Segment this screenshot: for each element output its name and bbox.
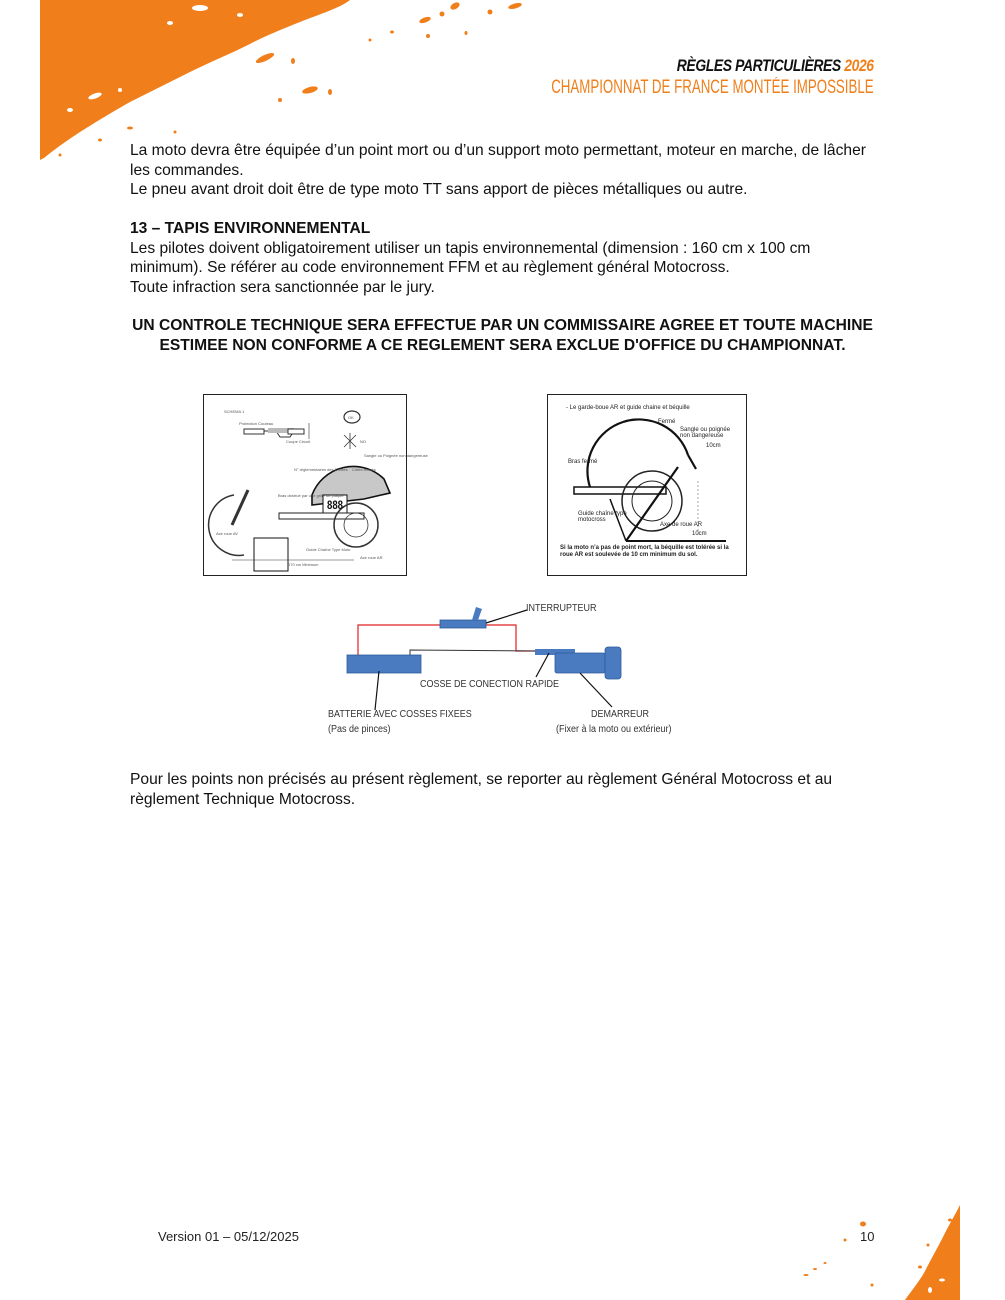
footer-version: Version 01 – 05/12/2025 <box>158 1229 299 1244</box>
section-13-paragraph: Les pilotes doivent obligatoirement utiliser un tapis environnemental (dimension : 160 cm x 100 cm minimum). Se référer au code environnement FFM et au règlement général Motocross. <box>130 239 811 277</box>
figure-right-caption: Si la moto n’a pas de point mort, la béquille est tolérée si la roue AR est soulevée de 10 cm minimum du sol. <box>560 545 729 558</box>
figure-garde-boue <box>547 394 747 576</box>
label-10cm-sol: 10cm <box>692 531 707 537</box>
figure-schema-1 <box>203 394 428 576</box>
label-batterie-note: (Pas de pinces) <box>328 724 391 735</box>
label-ferme: Fermé <box>658 419 676 425</box>
label-sangle: Sangle ou poignée non dangereuse <box>680 427 731 439</box>
label-guide-chaine: Guide chaîne type motocross <box>578 511 627 523</box>
closing-paragraph: Pour les points non précisés au présent règlement, se reporter au règlement Général Motocross et au règlement Technique Motocross. <box>130 771 833 808</box>
label-bras: Bras obstrué par une grille ou plaque <box>278 493 344 498</box>
document-header <box>413 56 874 100</box>
section-13-infraction: Toute infraction sera sanctionnée par le jury. <box>130 278 435 296</box>
header-title-year: 2026 <box>844 56 874 75</box>
label-demarreur-note: (Fixer à la moto ou extérieur) <box>556 724 672 735</box>
label-coupe-circuit: Coupe Circuit <box>286 439 311 444</box>
header-subtitle: CHAMPIONNAT DE FRANCE MONTÉE IMPOSSIBLE <box>551 77 874 98</box>
label-protection: Protection Couteau <box>239 421 274 426</box>
label-interrupteur: INTERRUPTEUR <box>526 603 597 614</box>
label-sangle: Sangle ou Poignée non dangereuse <box>364 453 428 458</box>
label-axe-ar: Axe de roue AR <box>660 522 703 528</box>
paragraph-point-mort: La moto devra être équipée d’un point mort ou d’un support moto permettant, moteur en marche, de lâcher les commandes. <box>130 142 866 179</box>
label-bras-ferme: Bras fermé <box>568 459 598 465</box>
schema-title: SCHEMA 1 <box>224 409 245 414</box>
wiring-diagram <box>320 595 700 745</box>
paragraph-pneu: Le pneu avant droit doit être de type moto TT sans apport de pièces métalliques ou autre. <box>130 181 748 199</box>
label-reglementaires: N° réglementaires des 2 côtés <box>294 467 348 472</box>
schema-1-drawing <box>204 395 406 575</box>
label-no: NO <box>360 439 366 444</box>
number-plate: 888 <box>327 498 344 512</box>
label-guide-chaine: Guide Chaîne Type Moto <box>306 547 351 552</box>
header-title <box>496 56 874 76</box>
figure-right-title: - Le garde-boue AR et guide chaine et béquille <box>566 405 690 411</box>
label-cotes-fermes: Côtés fermés <box>352 467 376 472</box>
body-intro <box>130 141 875 200</box>
label-batterie: BATTERIE AVEC COSSES FIXEES <box>328 709 472 720</box>
technical-control-notice: UN CONTROLE TECHNIQUE SERA EFFECTUE PAR UN COMMISSAIRE AGREE ET TOUTE MACHINE ESTIMEE NON CONFORME A CE REGLEMENT SERA EXCLUE D'OFFICE DU CHAMPIONNAT. <box>132 317 873 354</box>
label-cosse: COSSE DE CONECTION RAPIDE <box>420 679 560 690</box>
page-number: 10 <box>860 1229 875 1244</box>
label-dimension: 170 cm Minimum <box>288 562 319 567</box>
label-ok: OK <box>348 415 354 420</box>
header-title-prefix: RÈGLES PARTICULIÈRES <box>677 56 842 75</box>
wiring-drawing <box>320 595 700 745</box>
section-13 <box>130 219 875 297</box>
orange-splash-decoration-bottom <box>780 1195 1005 1300</box>
label-axe-av: Axe roue AV <box>216 531 238 536</box>
label-demarreur: DEMARREUR <box>591 709 650 720</box>
label-10cm: 10cm <box>706 443 721 449</box>
label-axe-ar: Axe roue AR <box>360 555 383 560</box>
section-13-heading: 13 – TAPIS ENVIRONNEMENTAL <box>130 220 371 237</box>
